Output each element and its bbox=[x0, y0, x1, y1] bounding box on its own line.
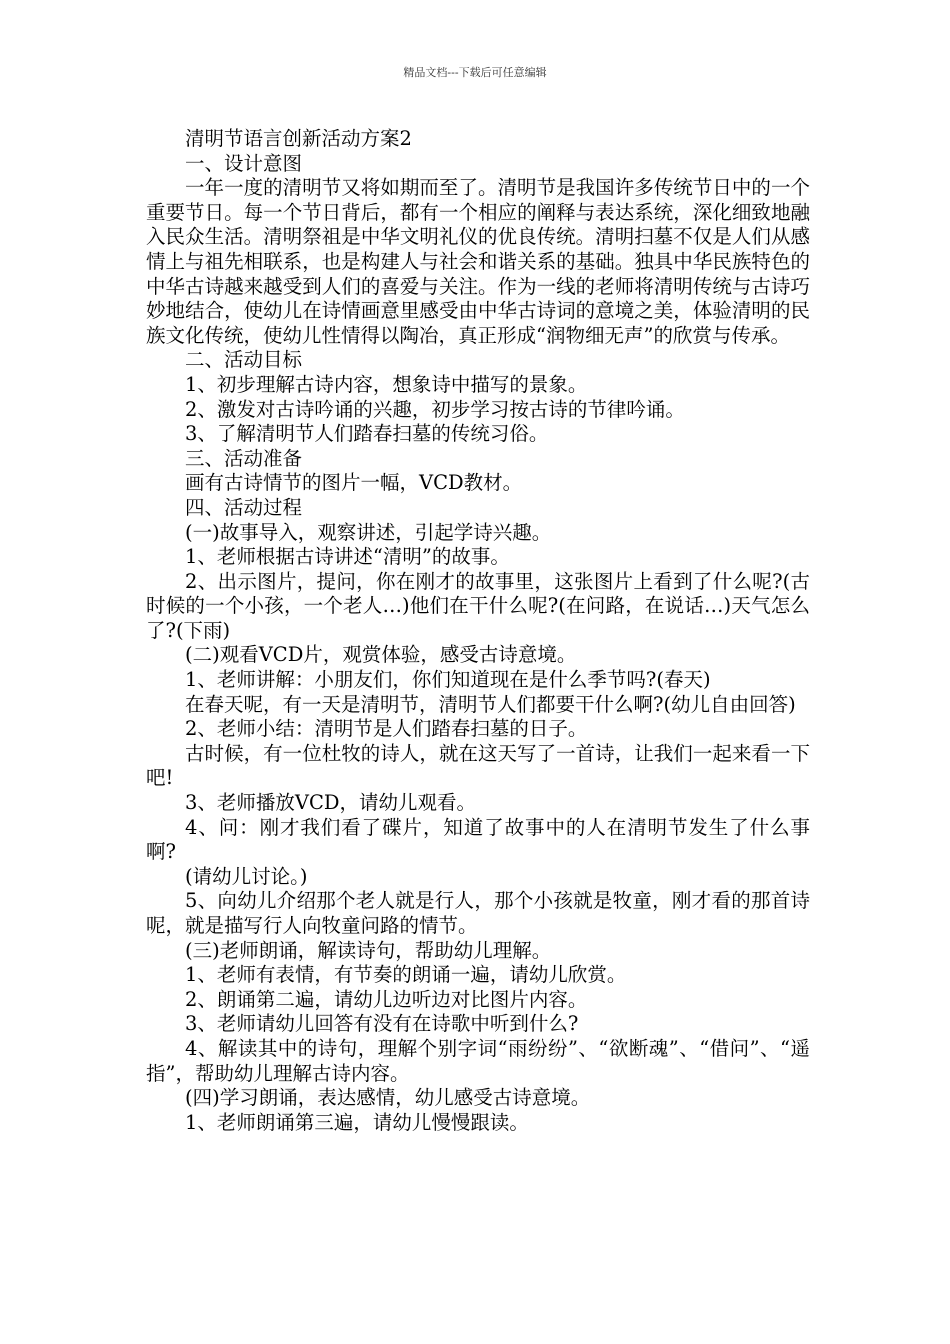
list-item: 4、问：刚才我们看了碟片，知道了故事中的人在清明节发生了什么事啊? bbox=[146, 815, 810, 864]
list-item: 3、老师请幼儿回答有没有在诗歌中听到什么? bbox=[185, 1012, 579, 1036]
paragraph: (请幼儿讨论。) bbox=[185, 864, 308, 888]
list-item: 1、老师有表情，有节奏的朗诵一遍，请幼儿欣赏。 bbox=[185, 963, 627, 987]
list-item: 2、出示图片，提问，你在刚才的故事里，这张图片上看到了什么呢?(古时候的一个小孩，一个老人…)他们在干什么呢?(在问路，在说话…)天气怎么了?(下雨) bbox=[146, 569, 810, 642]
list-item: 2、老师小结：清明节是人们踏春扫墓的日子。 bbox=[185, 717, 588, 741]
section-heading: 四、活动过程 bbox=[185, 495, 303, 519]
document-body bbox=[146, 127, 810, 1135]
subsection-heading: (二)观看VCD片，观赏体验，感受古诗意境。 bbox=[185, 643, 577, 667]
section-heading: 二、活动目标 bbox=[185, 348, 303, 372]
list-item: 5、向幼儿介绍那个老人就是行人，那个小孩就是牧童，刚才看的那首诗呢，就是描写行人向牧童问路的情节。 bbox=[146, 889, 810, 937]
subsection-heading: (一)故事导入，观察讲述，引起学诗兴趣。 bbox=[185, 520, 552, 544]
list-item: 1、初步理解古诗内容，想象诗中描写的景象。 bbox=[185, 372, 588, 396]
list-item: 1、老师讲解：小朋友们，你们知道现在是什么季节吗?(春天) bbox=[185, 668, 711, 692]
list-item: 3、了解清明节人们踏春扫墓的传统习俗。 bbox=[185, 422, 549, 446]
list-item: 1、老师根据古诗讲述“清明”的故事。 bbox=[185, 545, 510, 569]
document-title: 清明节语言创新活动方案2 bbox=[185, 127, 412, 150]
section-heading: 三、活动准备 bbox=[185, 446, 303, 470]
subsection-heading: (四)学习朗诵，表达感情，幼儿感受古诗意境。 bbox=[185, 1086, 591, 1110]
list-item: 2、朗诵第二遍，请幼儿边听边对比图片内容。 bbox=[185, 987, 588, 1011]
paragraph: 古时候，有一位杜牧的诗人，就在这天写了一首诗，让我们一起来看一下吧! bbox=[146, 741, 810, 790]
section-heading: 一、设计意图 bbox=[185, 151, 303, 175]
list-item: 4、解读其中的诗句，理解个别字词“雨纷纷”、“欲断魂”、“借问”、“遥指”，帮助幼儿理解古诗内容。 bbox=[146, 1036, 810, 1085]
subsection-heading: (三)老师朗诵，解读诗句，帮助幼儿理解。 bbox=[185, 938, 552, 962]
paragraph: 在春天呢，有一天是清明节，清明节人们都要干什么啊?(幼儿自由回答) bbox=[185, 692, 796, 716]
list-item: 1、老师朗诵第三遍，请幼儿慢慢跟读。 bbox=[185, 1110, 529, 1134]
list-item: 3、老师播放VCD，请幼儿观看。 bbox=[185, 791, 477, 815]
paragraph: 画有古诗情节的图片一幅，VCD教材。 bbox=[185, 471, 523, 495]
page-header: 精品文档---下载后可任意编辑 bbox=[403, 66, 547, 79]
paragraph: 一年一度的清明节又将如期而至了。清明节是我国许多传统节日中的一个重要节日。每一个节日背后，都有一个相应的阐释与表达系统，深化细致地融入民众生活。清明祭祖是中华文明礼仪的优良传统。清明扫墓不仅是人们从感情上与祖先相联系，也是构建人与社会和谐关系的基础。独具中华民族特色的中华古诗越来越受到人们的喜爱与关注。作为一线的老师将清明传统与古诗巧妙地结合，使幼儿在诗情画意里感受由中华古诗词的意境之美，体验清明的民族文化传统，使幼儿性情得以陶冶，真正形成“润物细无声”的欣赏与传承。 bbox=[146, 176, 810, 347]
list-item: 2、激发对古诗吟诵的兴趣，初步学习按古诗的节律吟诵。 bbox=[185, 397, 685, 421]
